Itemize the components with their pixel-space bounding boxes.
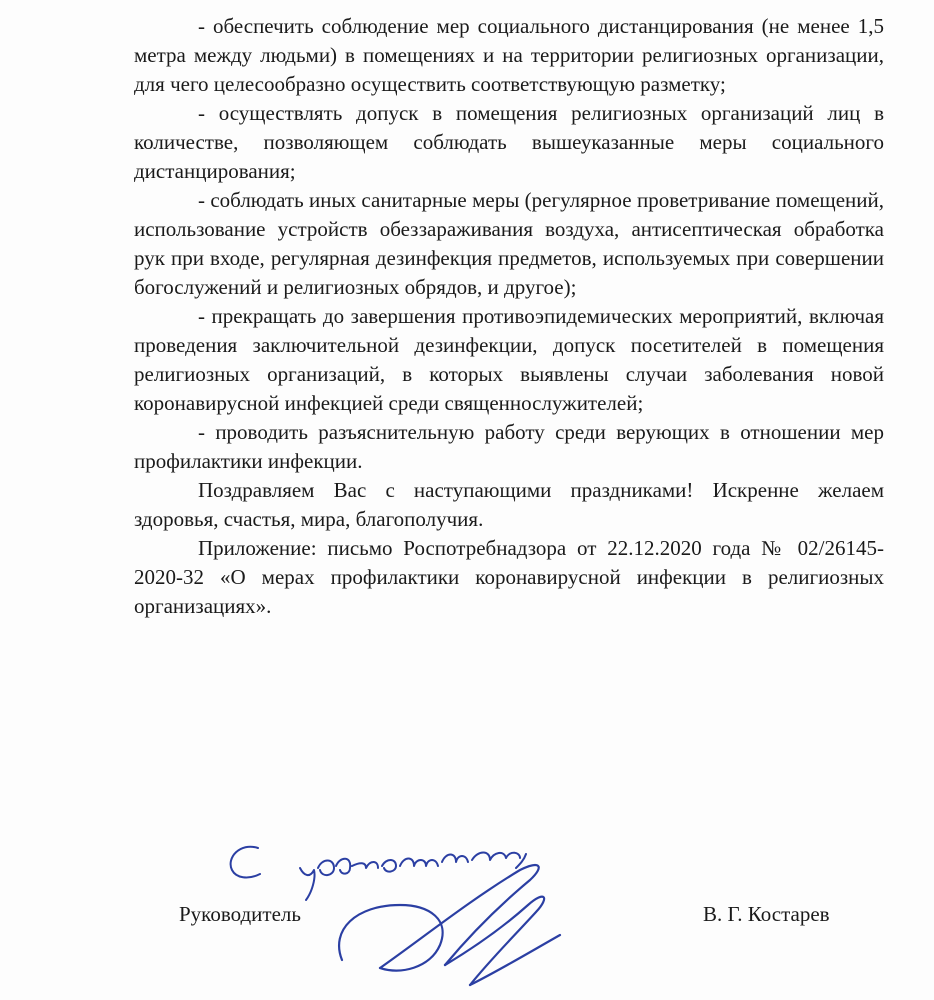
letter-body (134, 12, 884, 621)
measure-explanatory-work: - проводить разъяснительную работу среди верующих в отношении мер профилактики инфекции. (134, 420, 884, 473)
measure-admission: - осуществлять допуск в помещения религиозных организаций лиц в количестве, позволяющем соблюдать вышеуказанные меры социального дистанцирования; (134, 101, 884, 183)
measure-distancing: - обеспечить соблюдение мер социального дистанцирования (не менее 1,5 метра между людьми) в помещениях и на территории религиозных организации, для чего целесообразно осуществить соответствующую разметку; (134, 14, 884, 96)
measure-sanitary: - соблюдать иных санитарные меры (регулярное проветривание помещений, использование устройств обеззараживания воздуха, антисептическая обработка рук при входе, регулярная дезинфекция предметов, используемых при совершении богослужений и религиозных обрядов, и другое); (134, 188, 884, 299)
signature-block (0, 902, 934, 942)
attachment-note: Приложение: письмо Роспотребнадзора от 22.12.2020 года № 02/26145-2020-32 «О мерах профилактики коронавирусной инфекции в религиозных организациях». (134, 536, 884, 618)
signatory-role: Руководитель (179, 902, 301, 926)
salutation-handwriting (231, 847, 526, 900)
holiday-greeting: Поздравляем Вас с наступающими праздниками! Искренне желаем здоровья, счастья, мира, благополучия. (134, 478, 884, 531)
signatory-name: В. Г. Костарев (703, 902, 830, 926)
measure-suspend-visits: - прекращать до завершения противоэпидемических мероприятий, включая проведения заключительной дезинфекции, допуск посетителей в помещения религиозных организаций, в которых выявлены случаи заболевания новой коронавирусной инфекцией среди священнослужителей; (134, 304, 884, 415)
